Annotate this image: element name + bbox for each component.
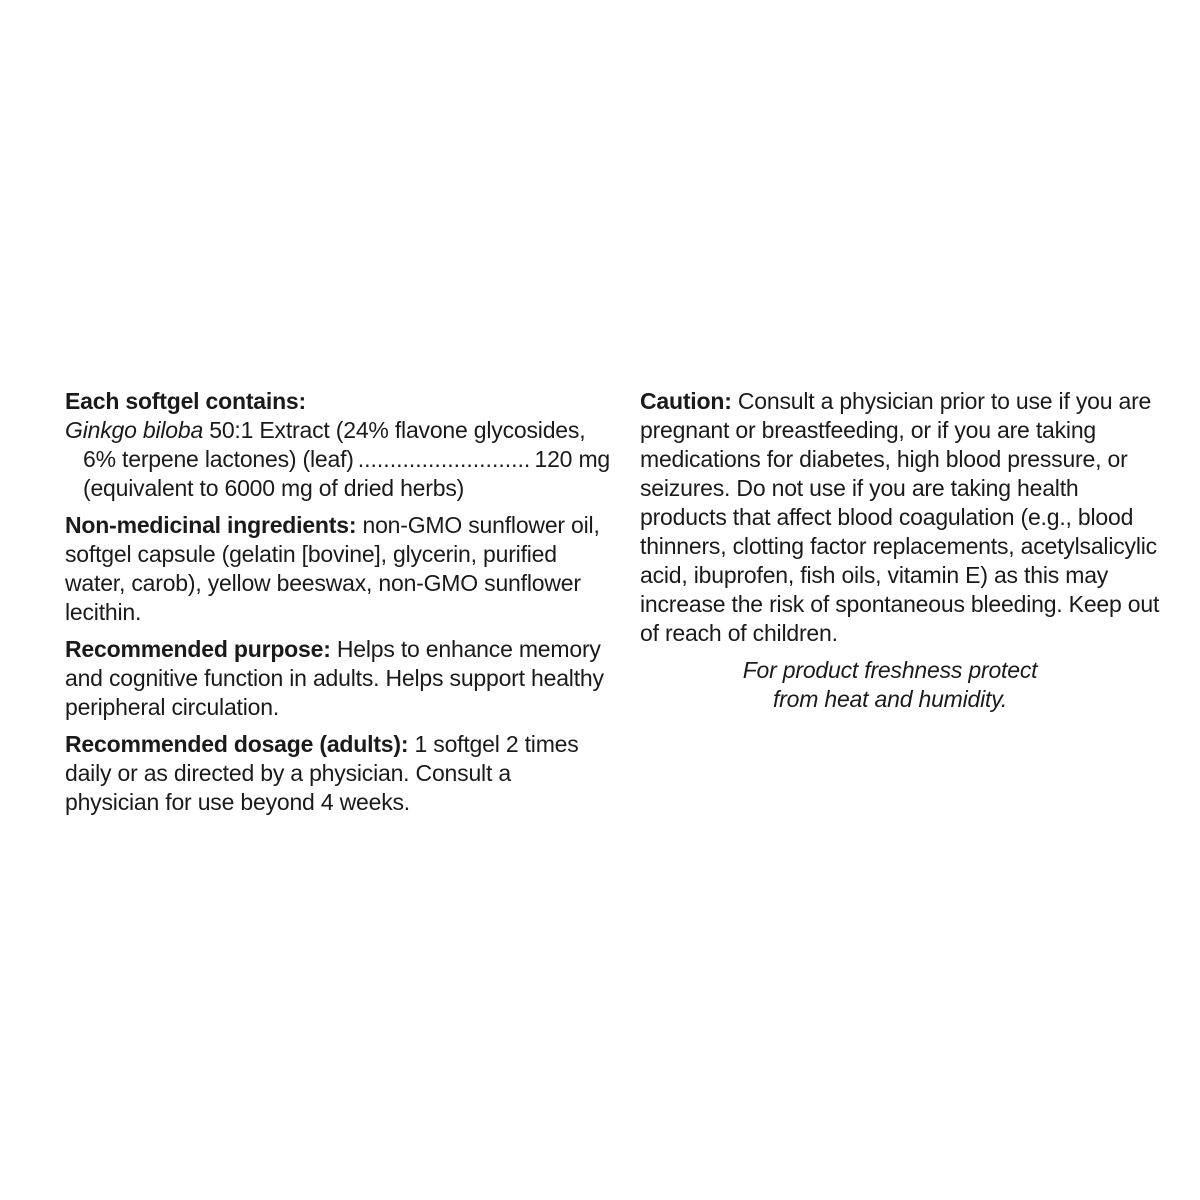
softgel-contents-section — [65, 387, 610, 503]
left-label-column — [65, 387, 610, 825]
dosage-heading: Recommended dosage (adults): — [65, 731, 409, 757]
non-medicinal-text: non-GMO sunflower oil, softgel capsule (gelatin [bovine], glycerin, purified water, carob), yellow beeswax, non-GMO sunflower lecithin. — [65, 512, 600, 625]
right-label-column — [640, 387, 1170, 714]
ingredient-dose-text: 6% terpene lactones) (leaf) — [83, 446, 354, 472]
dosage-text: 1 softgel 2 times daily or as directed by a physician. Consult a physician for use beyond 4 weeks. — [65, 731, 579, 815]
caution-section — [640, 387, 1170, 648]
freshness-note — [640, 656, 1170, 714]
ingredient-dose-line — [65, 445, 610, 474]
non-medicinal-section — [65, 511, 610, 627]
non-medicinal-heading: Non-medicinal ingredients: — [65, 512, 357, 538]
ingredient-description: 50:1 Extract (24% flavone glycosides, — [203, 417, 586, 443]
purpose-text: Helps to enhance memory and cognitive function in adults. Helps support healthy peripheral circulation. — [65, 636, 604, 720]
softgel-contents-heading: Each softgel contains: — [65, 388, 306, 414]
ingredient-dose-amount: 120 mg — [534, 446, 610, 472]
dot-leader — [358, 445, 531, 474]
caution-text: Consult a physician prior to use if you are pregnant or breastfeeding, or if you are taking medications for diabetes, high blood pressure, or seizures. Do not use if you are taking health products that affect blood coagulation (e.g., blood thinners, clotting factor replacements, acetylsalicylic acid, ibuprofen, fish oils, vitamin E) as this may increase the risk of spontaneous bleeding. Keep out of reach of children. — [640, 388, 1160, 646]
purpose-heading: Recommended purpose: — [65, 636, 331, 662]
purpose-section — [65, 635, 610, 722]
freshness-line-2: from heat and humidity. — [772, 686, 1008, 712]
ingredient-equivalent-line: (equivalent to 6000 mg of dried herbs) — [83, 475, 465, 501]
ingredient-line — [65, 416, 610, 445]
dosage-section — [65, 730, 610, 817]
ingredient-name: Ginkgo biloba — [65, 417, 204, 443]
freshness-line-1: For product freshness protect — [742, 657, 1038, 683]
caution-heading: Caution: — [640, 388, 732, 414]
